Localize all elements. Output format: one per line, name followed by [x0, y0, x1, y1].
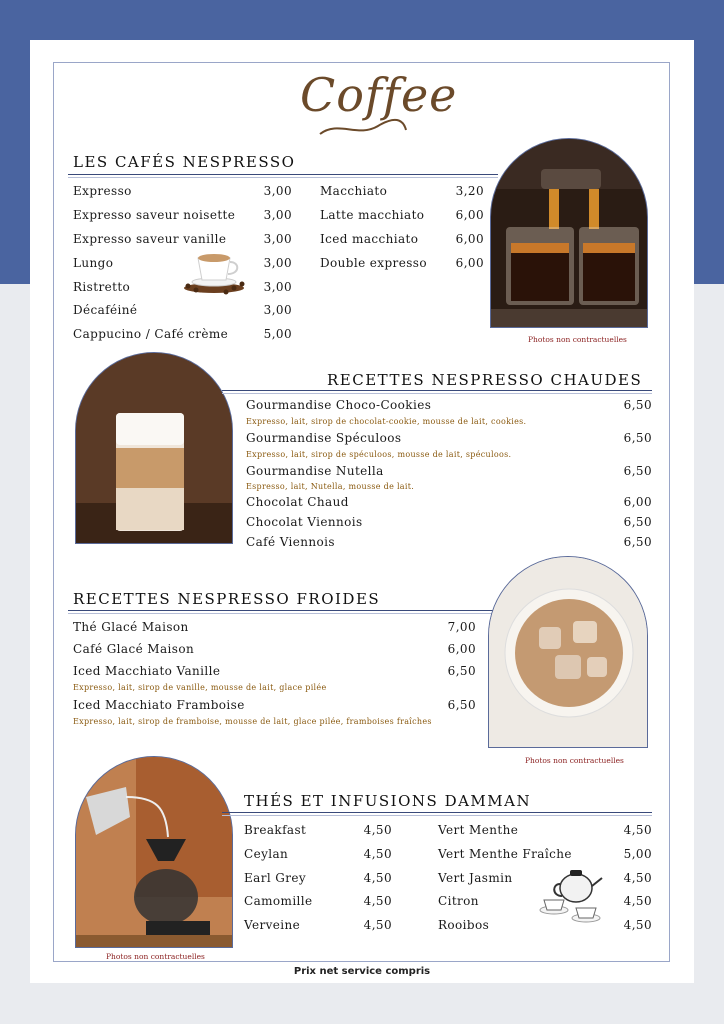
list-item: Chocolat Chaud	[246, 495, 349, 509]
item-price: 4,50	[363, 871, 392, 885]
photo-disclaimer: Photos non contractuelles	[525, 756, 624, 765]
item-price: 5,00	[623, 847, 652, 861]
item-price: 6,00	[455, 208, 484, 222]
iced-coffee-photo	[488, 556, 648, 748]
item-price: 3,00	[263, 232, 292, 246]
item-price: 6,00	[455, 232, 484, 246]
item-price: 6,00	[447, 642, 476, 656]
item-description: Expresso, lait, sirop de framboise, mousse de lait, glace pilée, framboises fraîches	[73, 717, 432, 726]
item-price: 3,00	[263, 256, 292, 270]
list-item: Décaféiné	[73, 303, 138, 317]
footer-note: Prix net service compris	[293, 966, 431, 977]
list-item: Gourmandise Nutella	[246, 464, 384, 478]
coffee-logo: Coffee	[300, 68, 458, 122]
list-item: Vert Menthe	[438, 823, 519, 837]
list-item: Iced macchiato	[320, 232, 419, 246]
photo-disclaimer: Photos non contractuelles	[528, 335, 627, 344]
item-price: 3,20	[455, 184, 484, 198]
item-price: 4,50	[363, 823, 392, 837]
item-price: 6,50	[623, 398, 652, 412]
list-item: Expresso	[73, 184, 132, 198]
item-price: 6,50	[623, 535, 652, 549]
item-price: 5,00	[263, 327, 292, 341]
latte-macchiato-photo	[75, 352, 233, 544]
item-price: 6,50	[447, 664, 476, 678]
item-description: Expresso, lait, sirop de spéculoos, mousse de lait, spéculoos.	[246, 450, 512, 459]
list-item: Gourmandise Choco-Cookies	[246, 398, 432, 412]
list-item: Café Glacé Maison	[73, 642, 195, 656]
list-item: Rooibos	[438, 918, 490, 932]
photo-disclaimer: Photos non contractuelles	[106, 952, 205, 961]
list-item: Camomille	[244, 894, 313, 908]
list-item: Latte macchiato	[320, 208, 425, 222]
espresso-shots-image	[491, 139, 648, 328]
item-description: Expresso, lait, sirop de chocolat-cookie, mousse de lait, cookies.	[246, 417, 527, 426]
pour-over-image	[76, 757, 233, 948]
item-price: 6,50	[623, 515, 652, 529]
list-item: Earl Grey	[244, 871, 307, 885]
list-item: Double expresso	[320, 256, 427, 270]
coffee-cup-icon	[178, 248, 250, 296]
list-item: Chocolat Viennois	[246, 515, 363, 529]
list-item: Citron	[438, 894, 479, 908]
list-item: Thé Glacé Maison	[73, 620, 189, 634]
tea-pour-over-photo	[75, 756, 233, 948]
section-title-froides: RECETTES NESPRESSO FROIDES	[73, 590, 381, 608]
item-price: 6,00	[623, 495, 652, 509]
list-item: Vert Menthe Fraîche	[438, 847, 572, 861]
iced-coffee-image	[489, 557, 648, 748]
item-price: 6,50	[623, 431, 652, 445]
list-item: Cappucino / Café crème	[73, 327, 229, 341]
list-item: Iced Macchiato Vanille	[73, 664, 221, 678]
section-title-chaudes: RECETTES NESPRESSO CHAUDES	[327, 371, 643, 389]
item-price: 4,50	[363, 847, 392, 861]
item-description: Espresso, lait, Nutella, mousse de lait.	[246, 482, 415, 491]
list-item: Iced Macchiato Framboise	[73, 698, 245, 712]
list-item: Expresso saveur vanille	[73, 232, 227, 246]
list-item: Expresso saveur noisette	[73, 208, 236, 222]
espresso-machine-photo	[490, 138, 648, 328]
item-price: 3,00	[263, 184, 292, 198]
item-price: 6,00	[455, 256, 484, 270]
logo-swirl-icon	[318, 116, 408, 140]
latte-glass-image	[76, 353, 233, 544]
item-price: 3,00	[263, 208, 292, 222]
list-item: Breakfast	[244, 823, 307, 837]
item-price: 4,50	[623, 894, 652, 908]
item-price: 4,50	[363, 894, 392, 908]
item-price: 4,50	[623, 871, 652, 885]
item-price: 4,50	[623, 918, 652, 932]
section-title-cafes: LES CAFÉS NESPRESSO	[73, 153, 296, 171]
list-item: Verveine	[244, 918, 301, 932]
list-item: Ceylan	[244, 847, 289, 861]
item-price: 4,50	[623, 823, 652, 837]
list-item: Ristretto	[73, 280, 131, 294]
section-rule	[68, 174, 498, 175]
list-item: Lungo	[73, 256, 114, 270]
list-item: Gourmandise Spéculoos	[246, 431, 402, 445]
item-description: Expresso, lait, sirop de vanille, mousse de lait, glace pilée	[73, 683, 327, 692]
section-rule	[68, 610, 498, 611]
list-item: Vert Jasmin	[438, 871, 513, 885]
list-item: Café Viennois	[246, 535, 335, 549]
item-price: 3,00	[263, 280, 292, 294]
section-rule	[222, 812, 652, 813]
section-title-thes: THÉS ET INFUSIONS DAMMAN	[244, 792, 532, 810]
item-price: 4,50	[363, 918, 392, 932]
item-price: 6,50	[623, 464, 652, 478]
item-price: 3,00	[263, 303, 292, 317]
item-price: 6,50	[447, 698, 476, 712]
section-rule	[222, 390, 652, 391]
teapot-icon	[534, 864, 606, 930]
item-price: 7,00	[447, 620, 476, 634]
list-item: Macchiato	[320, 184, 388, 198]
